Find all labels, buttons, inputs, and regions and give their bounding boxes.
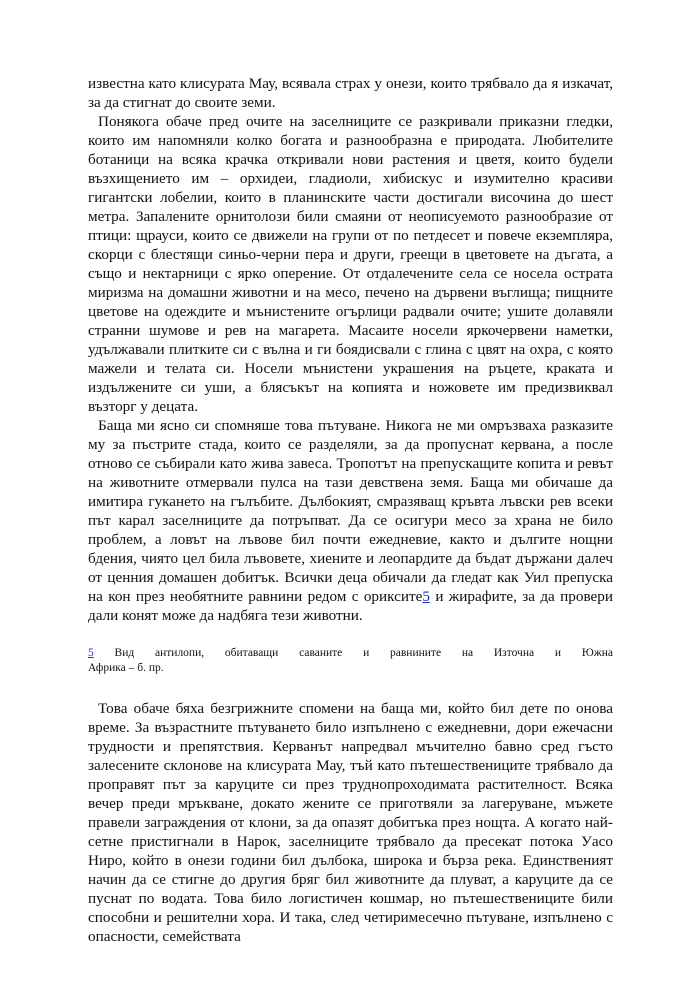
footnote [88,646,613,676]
footnote-text: Вид антилопи, обитаващи саваните и равнините на Източна и Южна [93,647,613,659]
paragraph-1: известна като клисурата Мау, всявала страх у онези, които трябвало да я изкачат, за да стигнат до своите земи. [88,75,613,111]
footnote-line-2: Африка – б. пр. [88,662,164,674]
page-content [88,74,613,946]
paragraph-3 [88,416,613,625]
paragraph-3-text: Баща ми ясно си спомняше това пътуване. Никога не ми омръзваха разказите му за пъстрите стада, които се разделяли, за да пропуснат кервана, а после отново се събирали като жива завеса. Тропотът на препускащите копита и ревът на животните отмервали пулса на тази девствена земя. Баща ми обичаше да имитира гукането на гълъбите. Дълбокият, смразяващ кръвта лъвски рев всеки път карал заселниците да потръпват. Да се осигури месо за храна не било проблем, а ловът на лъвове бил почти ежедневие, както и дългите нощни бдения, чиято цел била лъвовете, хиените и леопардите да бъдат държани далеч от ценния домашен добитък. Всички деца обичали да гледат как Уил препуска на кон през необятните равнини редом с ориксите [88,417,613,605]
footnote-line-1 [88,646,613,661]
paragraph-2: Понякога обаче пред очите на заселниците се разкривали приказни гледки, които им напомняли колко богата и разнообразна е природата. Любителите ботаници на всяка крачка откривали нови растения и цветя, които будели възхищението им – орхидеи, гладиоли, хибискус и изумително красиви гигантски лобелии, които в планинските части достигали височина до шест метра. Запалените орнитолози били смаяни от неописуемото разнообразие от птици: щрауси, които се движели на групи от по петдесет и повече екземпляра, скорци с блестящи синьо-черни пера и други, греещи в цветовете на дъгата, а също и нектарници с ярко оперение. От отдалечените села се носела острата миризма на домашни животни и на месо, печено на дървени въглища; пищните цветове на одеждите и мънистените огърлици радвали очите; ушите долавяли странни шумове и рев на магарета. Масаите носели яркочервени наметки, удължавали плитките си с вълна и ги боядисвали с глина с цвят на охра, с която мажели и телата си. Носели мънистени украшения на ръцете, краката и издължените си уши, а блясъкът на копията и ножовете им предизвиквал възторг у децата. [88,113,613,415]
footnote-reference-link[interactable]: 5 [422,588,430,605]
paragraph-4: Това обаче бяха безгрижните спомени на баща ми, който бил дете по онова време. За възрастните пътуването било изпълнено с ежедневни, дори ежечасни трудности и препятствия. Керванът напредвал мъчително бавно сред гъсто залесените склонове на клисурата Мау, тъй като пътешествениците трябвало да проправят път за каруците си през труднопроходимата растителност. Всяка вечер преди мръкване, докато жените се приготвяли за лагеруване, мъжете правели заграждения от клони, за да опазят добитъка през нощта. А когато най-сетне пристигнали в Нарок, заселниците трябвало да пресекат потока Уасо Ниро, който в онези години бил дълбока, широка и бърза река. Единственият начин да се стигне до другия бряг бил животните да плуват, а каруците да се пуснат по водата. Това било логистичен кошмар, но пътешествениците били способни и решителни хора. И така, след четиримесечно пътуване, изпълнено с опасности, семействата [88,700,613,945]
paragraph-3-tail: и жирафите, за да провери дали конят може да надбяга тези животни. [88,588,614,624]
footnote-number-link[interactable]: 5 [88,647,94,659]
